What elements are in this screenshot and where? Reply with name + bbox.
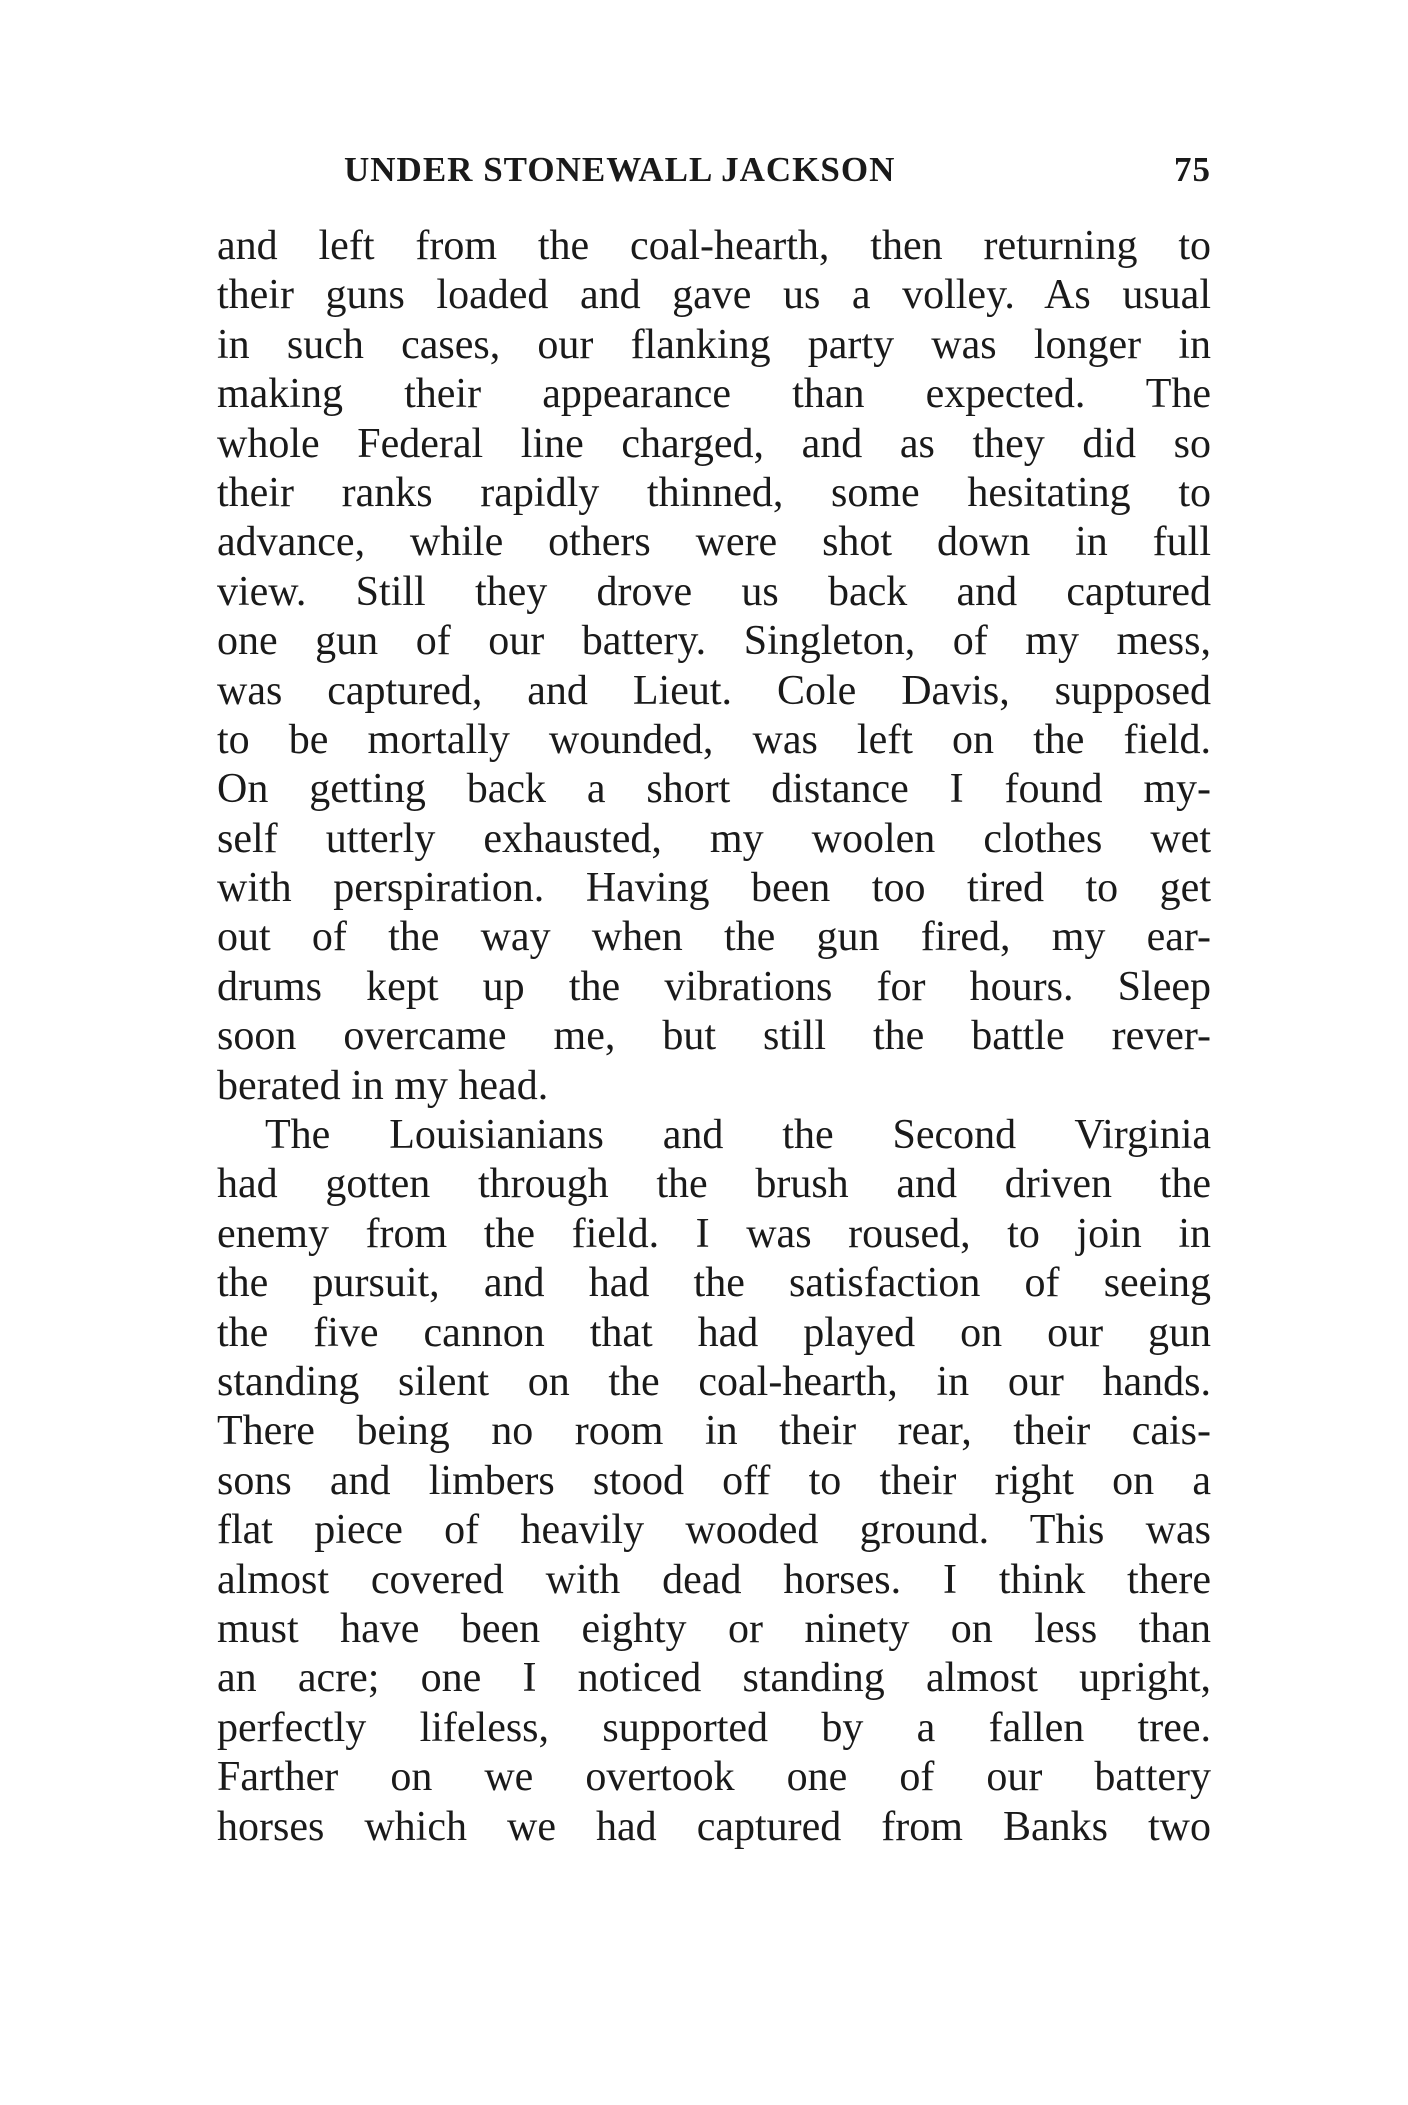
text-line: their guns loaded and gave us a volley. As usual: [217, 272, 1211, 319]
text-line: almost covered with dead horses. I think there: [217, 1556, 1211, 1603]
text-line: whole Federal line charged, and as they did so: [217, 420, 1211, 467]
paragraph: [217, 222, 1211, 1111]
running-head: [217, 150, 1211, 200]
text-line: view. Still they drove us back and captured: [217, 568, 1211, 615]
text-line: advance, while others were shot down in full: [217, 519, 1211, 566]
text-line: standing silent on the coal-hearth, in our hands.: [217, 1358, 1211, 1405]
text-line: berated in my head.: [217, 1062, 549, 1109]
text-line: an acre; one I noticed standing almost upright,: [217, 1655, 1211, 1702]
body-text: [217, 222, 1211, 1852]
text-line: was captured, and Lieut. Cole Davis, supposed: [217, 667, 1211, 714]
text-line: self utterly exhausted, my woolen clothes wet: [217, 815, 1211, 862]
text-line: their ranks rapidly thinned, some hesitating to: [217, 469, 1211, 516]
text-line: On getting back a short distance I found my-: [217, 766, 1211, 813]
text-line: drums kept up the vibrations for hours. Sleep: [217, 963, 1211, 1010]
running-title: UNDER STONEWALL JACKSON: [344, 150, 896, 189]
paragraph: [217, 1111, 1211, 1852]
text-line: the five cannon that had played on our gun: [217, 1309, 1211, 1356]
text-line: perfectly lifeless, supported by a fallen tree.: [217, 1704, 1211, 1751]
text-line: the pursuit, and had the satisfaction of seeing: [217, 1260, 1211, 1307]
text-line: out of the way when the gun fired, my ear-: [217, 914, 1211, 961]
page-number: 75: [1174, 150, 1211, 189]
text-line: one gun of our battery. Singleton, of my mess,: [217, 618, 1211, 665]
text-line: horses which we had captured from Banks two: [217, 1803, 1211, 1850]
text-line: enemy from the field. I was roused, to join in: [217, 1210, 1211, 1257]
text-line: making their appearance than expected. The: [217, 371, 1211, 418]
text-line: in such cases, our flanking party was longer in: [217, 321, 1211, 368]
text-line: and left from the coal-hearth, then returning to: [217, 223, 1211, 269]
text-line: with perspiration. Having been too tired to get: [217, 865, 1211, 912]
text-line: sons and limbers stood off to their right on a: [217, 1457, 1211, 1504]
text-line: soon overcame me, but still the battle rever-: [217, 1013, 1211, 1060]
text-line: to be mortally wounded, was left on the field.: [217, 716, 1211, 763]
text-line: Farther on we overtook one of our battery: [217, 1754, 1211, 1801]
text-line: had gotten through the brush and driven the: [217, 1161, 1211, 1208]
text-line: flat piece of heavily wooded ground. This was: [217, 1507, 1211, 1554]
text-line: must have been eighty or ninety on less than: [217, 1605, 1211, 1652]
text-line: There being no room in their rear, their cais-: [217, 1408, 1211, 1455]
text-line: The Louisianians and the Second Virginia: [265, 1112, 1211, 1159]
